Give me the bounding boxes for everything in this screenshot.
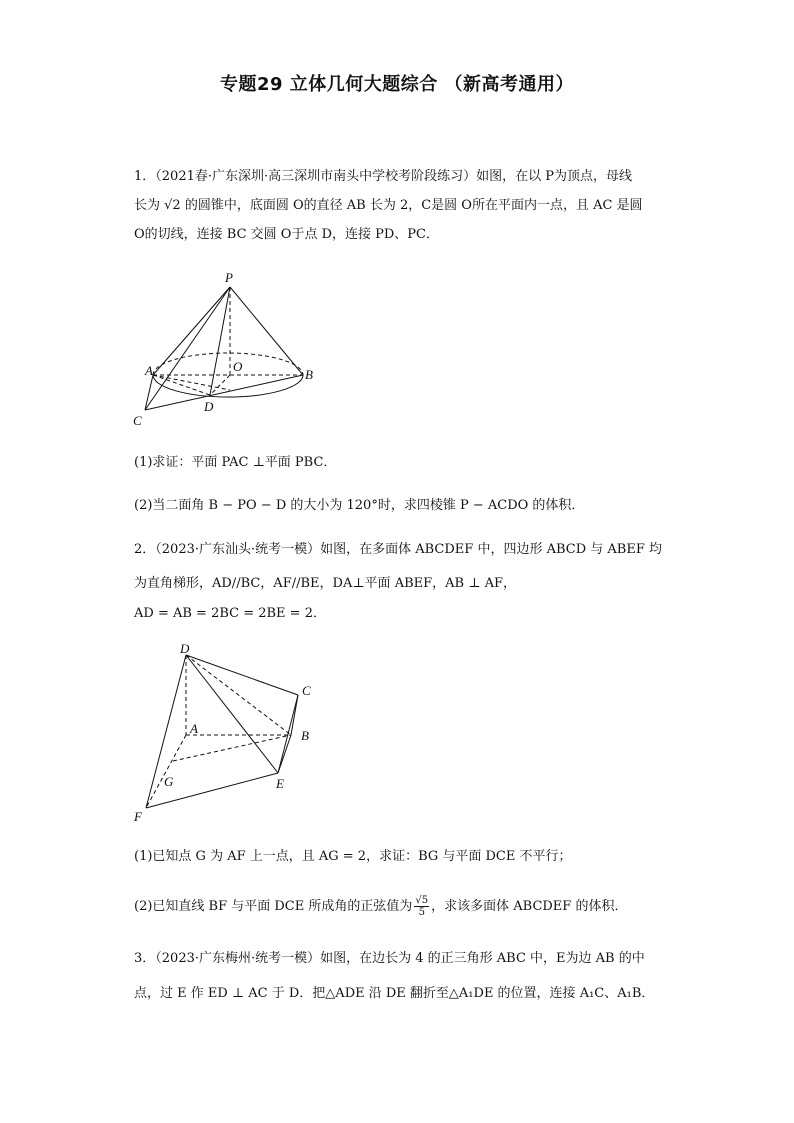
label-e: E: [276, 776, 284, 791]
edge-pd: [210, 287, 230, 395]
q2-polyhedron-figure: [128, 643, 328, 828]
label-c: C: [133, 413, 142, 428]
q1-line-1: 1．（2021春·广东深圳·高三深圳市南头中学校考阶段练习）如图，在以 P为顶点，母线: [134, 169, 632, 184]
q2-part-2-pre: (2)已知直线 BF 与平面 DCE 所成角的正弦值为: [134, 899, 413, 914]
label-f: F: [134, 809, 142, 824]
q2-part-2-post: ，求该多面体 ABCDEF 的体积．: [431, 899, 628, 914]
q2-line-2: 为直角梯形，AD//BC，AF//BE，DA⊥平面 ABEF，AB ⊥ AF，: [134, 576, 516, 591]
label-d: D: [204, 399, 214, 414]
edge-gb: [173, 735, 291, 761]
fraction-denominator: 5: [418, 907, 425, 918]
label-o: O: [233, 359, 243, 374]
label-a: A: [190, 721, 198, 736]
label-d: D: [180, 643, 190, 656]
label-b: B: [305, 367, 313, 382]
q2-line-3: AD = AB = 2BC = 2BE = 2．: [134, 606, 326, 621]
base-ellipse-front: [153, 375, 303, 397]
label-a: A: [145, 363, 153, 378]
base-ellipse-back: [153, 353, 303, 375]
q1-cone-figure: [125, 265, 325, 435]
edge-ce: [278, 695, 298, 773]
q3-line-2: 点，过 E 作 ED ⊥ AC 于 D．把△ADE 沿 DE 翻折至△A₁DE 的位置，连接 A₁C、A₁B．: [134, 986, 655, 1001]
label-p: P: [225, 270, 233, 285]
edge-af: [146, 735, 186, 808]
edge-de: [186, 655, 278, 773]
fraction-numerator: √5: [415, 895, 429, 906]
page-title: 专题29 立体几何大题综合 （新高考通用）: [219, 74, 575, 95]
edge-be: [278, 735, 291, 773]
q2-line-1: 2．（2023·广东汕头·统考一模）如图，在多面体 ABCDEF 中，四边形 ABCD 与 ABEF 均: [134, 542, 662, 557]
edge-pa: [153, 287, 230, 375]
q2-part-1: (1)已知点 G 为 AF 上一点，且 AG = 2，求证：BG 与平面 DCE 不平行；: [134, 849, 572, 864]
sqrt5-over-5-fraction: [414, 895, 429, 918]
q2-part-2: [134, 893, 664, 921]
edge-dc: [186, 655, 298, 695]
label-c: C: [302, 683, 311, 698]
label-g: G: [164, 774, 174, 789]
q1-part-2: (2)当二面角 B − PO − D 的大小为 120°时，求四棱锥 P − ACDO 的体积．: [134, 498, 585, 513]
q1-part-1: (1)求证：平面 PAC ⊥平面 PBC．: [134, 455, 337, 470]
q1-line-2: 长为 √2 的圆锥中，底面圆 O的直径 AB 长为 2，C是圆 O所在平面内一点，且 AC 是圆: [134, 198, 643, 213]
q1-line-3: O的切线，连接 BC 交圆 O于点 D，连接 PD、PC．: [134, 227, 440, 242]
label-b: B: [301, 728, 309, 743]
q3-line-1: 3．（2023·广东梅州·统考一模）如图，在边长为 4 的正三角形 ABC 中，E为边 AB 的中: [134, 951, 645, 966]
edge-pc: [145, 287, 230, 410]
